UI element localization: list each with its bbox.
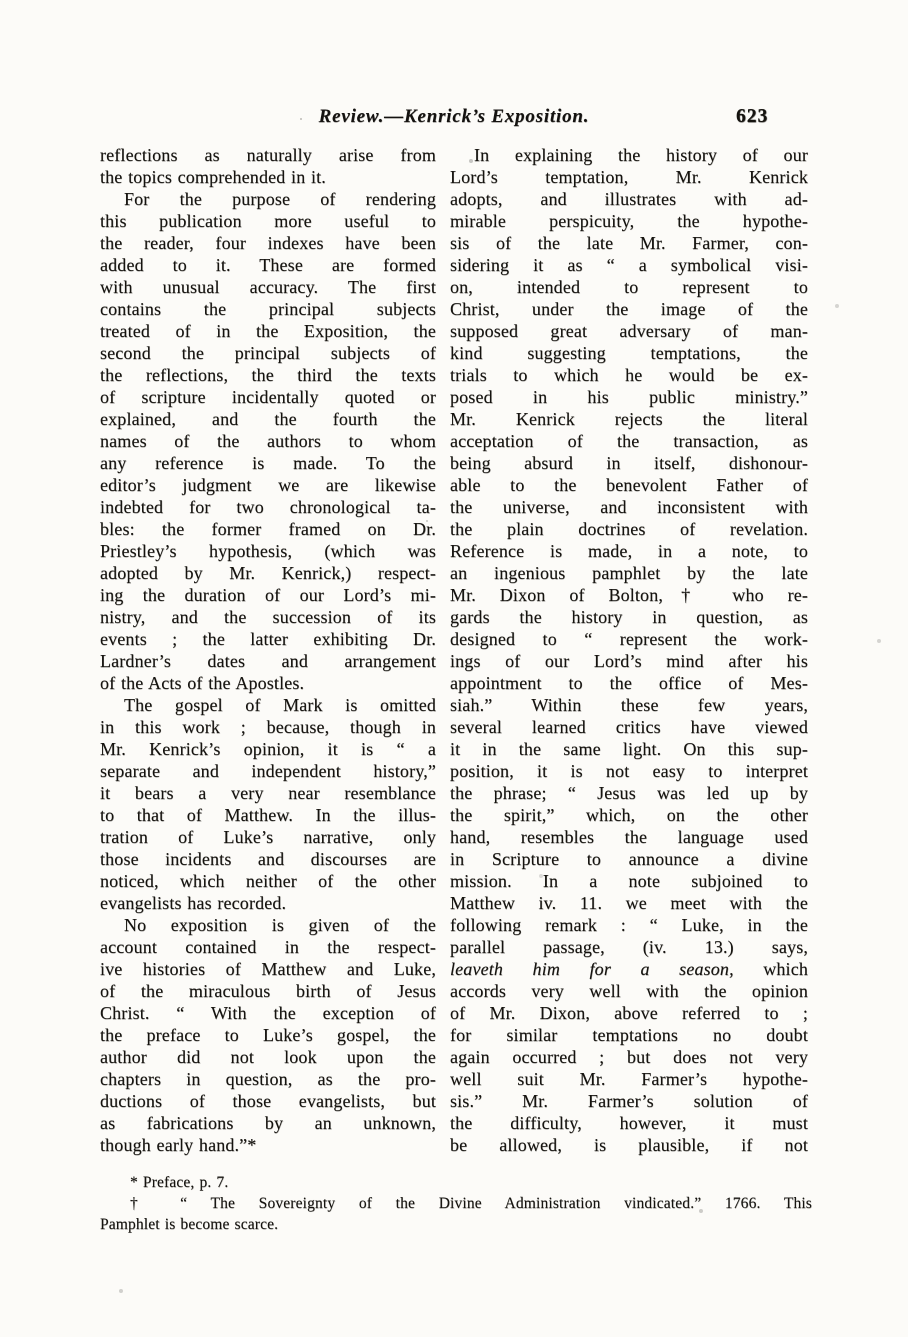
text-line (450, 584, 808, 606)
text-line (100, 628, 436, 650)
text-segment: second the principal subjects of (100, 343, 436, 363)
text-segment: in Scripture to announce a divine (450, 849, 808, 869)
text-line (100, 738, 436, 760)
text-line (450, 298, 808, 320)
text-line (450, 408, 808, 430)
text-line (100, 166, 436, 188)
text-line (100, 1112, 436, 1134)
text-line (450, 276, 808, 298)
text-line (450, 188, 808, 210)
text-line (100, 606, 436, 628)
text-segment: mission. In a note subjoined to (450, 871, 808, 891)
text-segment: trials to which he would be ex- (450, 365, 808, 385)
text-line (450, 848, 808, 870)
text-segment: as fabrications by an unknown, (100, 1113, 436, 1133)
text-segment: ing the duration of our Lord’s mi- (100, 585, 436, 605)
text-line (450, 738, 808, 760)
text-line (100, 518, 436, 540)
text-line (450, 1024, 808, 1046)
text-line (450, 914, 808, 936)
text-line (450, 606, 808, 628)
text-segment: the phrase; “ Jesus was led up by (450, 783, 808, 803)
text-line (100, 892, 436, 914)
text-line (100, 672, 436, 694)
text-line (450, 1090, 808, 1112)
text-line (100, 848, 436, 870)
text-segment: any reference is made. To the (100, 453, 436, 473)
text-segment: of the miraculous birth of Jesus (100, 981, 436, 1001)
text-line (450, 254, 808, 276)
left-column (100, 144, 436, 1156)
text-line (100, 1024, 436, 1046)
text-segment: of Mr. Dixon, above referred to ; (450, 1003, 808, 1023)
text-segment: sidering it as “ a symbolical visi- (450, 255, 808, 275)
page-number: 623 (736, 106, 769, 127)
text-line (450, 452, 808, 474)
text-line (100, 232, 436, 254)
text-line (100, 870, 436, 892)
text-line (100, 1046, 436, 1068)
text-line (100, 408, 436, 430)
paragraph (100, 1172, 812, 1193)
text-line (100, 298, 436, 320)
text-line (450, 364, 808, 386)
text-line (450, 760, 808, 782)
text-segment: Christ. “ With the exception of (100, 1003, 436, 1023)
text-segment: acceptation of the transaction, as (450, 431, 808, 451)
text-line (100, 386, 436, 408)
text-segment: ings of our Lord’s mind after his (450, 651, 808, 671)
text-segment: Pamphlet is become scarce. (100, 1216, 279, 1233)
text-line (100, 452, 436, 474)
running-title: Review.—Kenrick’s Exposition. (318, 106, 590, 127)
text-segment: bles: the former framed on Dr. (100, 519, 436, 539)
text-segment: ive histories of Matthew and Luke, (100, 959, 436, 979)
text-line (450, 474, 808, 496)
text-segment: Reference is made, in a note, to (450, 541, 808, 561)
text-segment: events ; the latter exhibiting Dr. (100, 629, 436, 649)
text-segment: noticed, which neither of the other (100, 871, 436, 891)
text-segment: the universe, and inconsistent with (450, 497, 808, 517)
paragraph (100, 914, 436, 1156)
text-line (100, 694, 436, 716)
text-line (100, 342, 436, 364)
text-line (100, 276, 436, 298)
text-segment: The gospel of Mark is omitted (124, 695, 436, 715)
text-segment: * Preface, p. 7. (130, 1174, 229, 1191)
text-line (450, 694, 808, 716)
text-segment: Priestley’s hypothesis, (which was (100, 541, 436, 561)
text-line (450, 1134, 808, 1156)
text-line (450, 386, 808, 408)
text-segment: Mr. Kenrick’s opinion, it is “ a (100, 739, 436, 759)
text-line (450, 980, 808, 1002)
text-line (100, 254, 436, 276)
text-line (450, 1112, 808, 1134)
text-segment: it bears a very near resemblance (100, 783, 436, 803)
text-segment: For the purpose of rendering (124, 189, 436, 209)
text-line (450, 650, 808, 672)
text-line (450, 870, 808, 892)
text-line (450, 232, 808, 254)
text-segment: be allowed, is plausible, if not (450, 1135, 808, 1155)
text-line (100, 936, 436, 958)
text-segment: well suit Mr. Farmer’s hypothe- (450, 1069, 808, 1089)
text-segment: on, intended to represent to (450, 277, 808, 297)
text-line (450, 892, 808, 914)
page-header (100, 106, 808, 134)
text-segment: an ingenious pamphlet by the late (450, 563, 808, 583)
text-line (100, 760, 436, 782)
paragraph (450, 144, 808, 1156)
text-segment: Mr. Dixon of Bolton,† who re- (450, 585, 808, 605)
text-line (100, 1090, 436, 1112)
text-segment: sis of the late Mr. Farmer, con- (450, 233, 808, 253)
text-segment: the plain doctrines of revelation. (450, 519, 808, 539)
text-line (450, 716, 808, 738)
text-segment: it in the same light. On this sup- (450, 739, 808, 759)
text-segment: the reflections, the third the texts (100, 365, 436, 385)
text-line (100, 1002, 436, 1024)
text-line (450, 958, 808, 980)
text-segment: accords very well with the opinion (450, 981, 808, 1001)
text-line (100, 914, 436, 936)
text-line (450, 1068, 808, 1090)
text-segment: names of the authors to whom (100, 431, 436, 451)
text-line (450, 826, 808, 848)
text-line (100, 496, 436, 518)
text-segment: No exposition is given of the (124, 915, 436, 935)
text-segment: designed to “ represent the work- (450, 629, 808, 649)
text-line (100, 430, 436, 452)
text-line (100, 320, 436, 342)
text-line (100, 474, 436, 496)
right-column (450, 144, 808, 1156)
text-segment: evangelists has recorded. (100, 893, 287, 913)
text-line (450, 672, 808, 694)
text-segment: tration of Luke’s narrative, only (100, 827, 436, 847)
text-line (450, 804, 808, 826)
text-line (450, 936, 808, 958)
text-segment: the topics comprehended in it. (100, 167, 326, 187)
footnotes (100, 1172, 812, 1235)
text-segment: those incidents and discourses are (100, 849, 436, 869)
text-segment: Lardner’s dates and arrangement (100, 651, 436, 671)
text-segment: again occurred ; but does not very (450, 1047, 808, 1067)
text-segment: In explaining the history of our (474, 145, 808, 165)
text-body (100, 144, 808, 1156)
paragraph (100, 144, 436, 188)
paragraph (100, 1193, 812, 1235)
text-line (450, 166, 808, 188)
text-segment: kind suggesting temptations, the (450, 343, 808, 363)
text-line (450, 1002, 808, 1024)
text-line (100, 804, 436, 826)
text-line (100, 650, 436, 672)
text-segment: siah.” Within these few years, (450, 695, 808, 715)
text-segment: parallel passage, (iv. 13.) says, (450, 937, 808, 957)
text-segment: in this work ; because, though in (100, 717, 436, 737)
text-segment: posed in his public ministry.” (450, 387, 808, 407)
text-segment: the spirit,” which, on the other (450, 805, 808, 825)
text-segment: reflections as naturally arise from (100, 145, 436, 165)
text-segment: Christ, under the image of the (450, 299, 808, 319)
text-segment: of the Acts of the Apostles. (100, 673, 305, 693)
text-segment: separate and independent history,” (100, 761, 436, 781)
paragraph (100, 188, 436, 694)
text-line (100, 980, 436, 1002)
text-segment: several learned critics have viewed (450, 717, 808, 737)
text-segment: with unusual accuracy. The first (100, 277, 436, 297)
text-segment: of scripture incidentally quoted or (100, 387, 436, 407)
text-segment: sis.” Mr. Farmer’s solution of (450, 1091, 808, 1111)
text-line (450, 628, 808, 650)
text-segment: account contained in the respect- (100, 937, 436, 957)
text-segment: following remark : “ Luke, in the (450, 915, 808, 935)
text-line (450, 782, 808, 804)
text-segment: indebted for two chronological ta- (100, 497, 436, 517)
text-segment: the reader, four indexes have been (100, 233, 436, 253)
text-line (100, 364, 436, 386)
text-segment: appointment to the office of Mes- (450, 673, 808, 693)
text-line (100, 1134, 436, 1156)
text-segment: contains the principal subjects (100, 299, 436, 319)
text-segment: gards the history in question, as (450, 607, 808, 627)
text-line (100, 584, 436, 606)
text-line (450, 342, 808, 364)
text-line (100, 144, 436, 166)
text-line (100, 1068, 436, 1090)
text-line (100, 782, 436, 804)
text-segment: this publication more useful to (100, 211, 436, 231)
text-segment: chapters in question, as the pro- (100, 1069, 436, 1089)
text-segment: Mr. Kenrick rejects the literal (450, 409, 808, 429)
italic-text-segment: leaveth him for a season, (450, 959, 734, 979)
text-segment: position, it is not easy to interpret (450, 761, 808, 781)
paragraph (100, 694, 436, 914)
text-segment: though early hand.”* (100, 1135, 257, 1155)
text-line (450, 518, 808, 540)
text-segment: to that of Matthew. In the illus- (100, 805, 436, 825)
text-segment: hand, resembles the language used (450, 827, 808, 847)
text-line (450, 210, 808, 232)
text-line (100, 210, 436, 232)
text-segment: the difficulty, however, it must (450, 1113, 808, 1133)
text-line (450, 144, 808, 166)
text-segment: nistry, and the succession of its (100, 607, 436, 627)
text-segment: the preface to Luke’s gospel, the (100, 1025, 436, 1045)
text-line (450, 562, 808, 584)
text-line (100, 1214, 812, 1235)
text-segment: author did not look upon the (100, 1047, 436, 1067)
text-segment: explained, and the fourth the (100, 409, 436, 429)
text-segment: editor’s judgment we are likewise (100, 475, 436, 495)
text-line (100, 826, 436, 848)
text-segment: adopted by Mr. Kenrick,) respect- (100, 563, 436, 583)
text-segment: mirable perspicuity, the hypothe- (450, 211, 808, 231)
text-segment: Matthew iv. 11. we meet with the (450, 893, 808, 913)
text-segment: supposed great adversary of man- (450, 321, 808, 341)
text-line (100, 540, 436, 562)
text-segment: able to the benevolent Father of (450, 475, 808, 495)
text-line (450, 1046, 808, 1068)
text-line (100, 958, 436, 980)
text-segment: † “ The Sovereignty of the Divine Administration vindicated.” 1766. This (130, 1195, 812, 1212)
text-segment: treated of in the Exposition, the (100, 321, 436, 341)
text-line (100, 562, 436, 584)
scan-speckles (0, 0, 2, 2)
text-segment: Lord’s temptation, Mr. Kenrick (450, 167, 808, 187)
text-line (450, 496, 808, 518)
text-line (100, 1193, 812, 1214)
text-segment: adopts, and illustrates with ad- (450, 189, 808, 209)
text-line (100, 1172, 812, 1193)
text-segment: ductions of those evangelists, but (100, 1091, 436, 1111)
text-segment: which (733, 959, 808, 979)
text-line (100, 716, 436, 738)
text-line (450, 320, 808, 342)
text-line (450, 540, 808, 562)
text-segment: being absurd in itself, dishonour- (450, 453, 808, 473)
text-line (100, 188, 436, 210)
text-segment: for similar temptations no doubt (450, 1025, 808, 1045)
text-segment: added to it. These are formed (100, 255, 436, 275)
text-line (450, 430, 808, 452)
